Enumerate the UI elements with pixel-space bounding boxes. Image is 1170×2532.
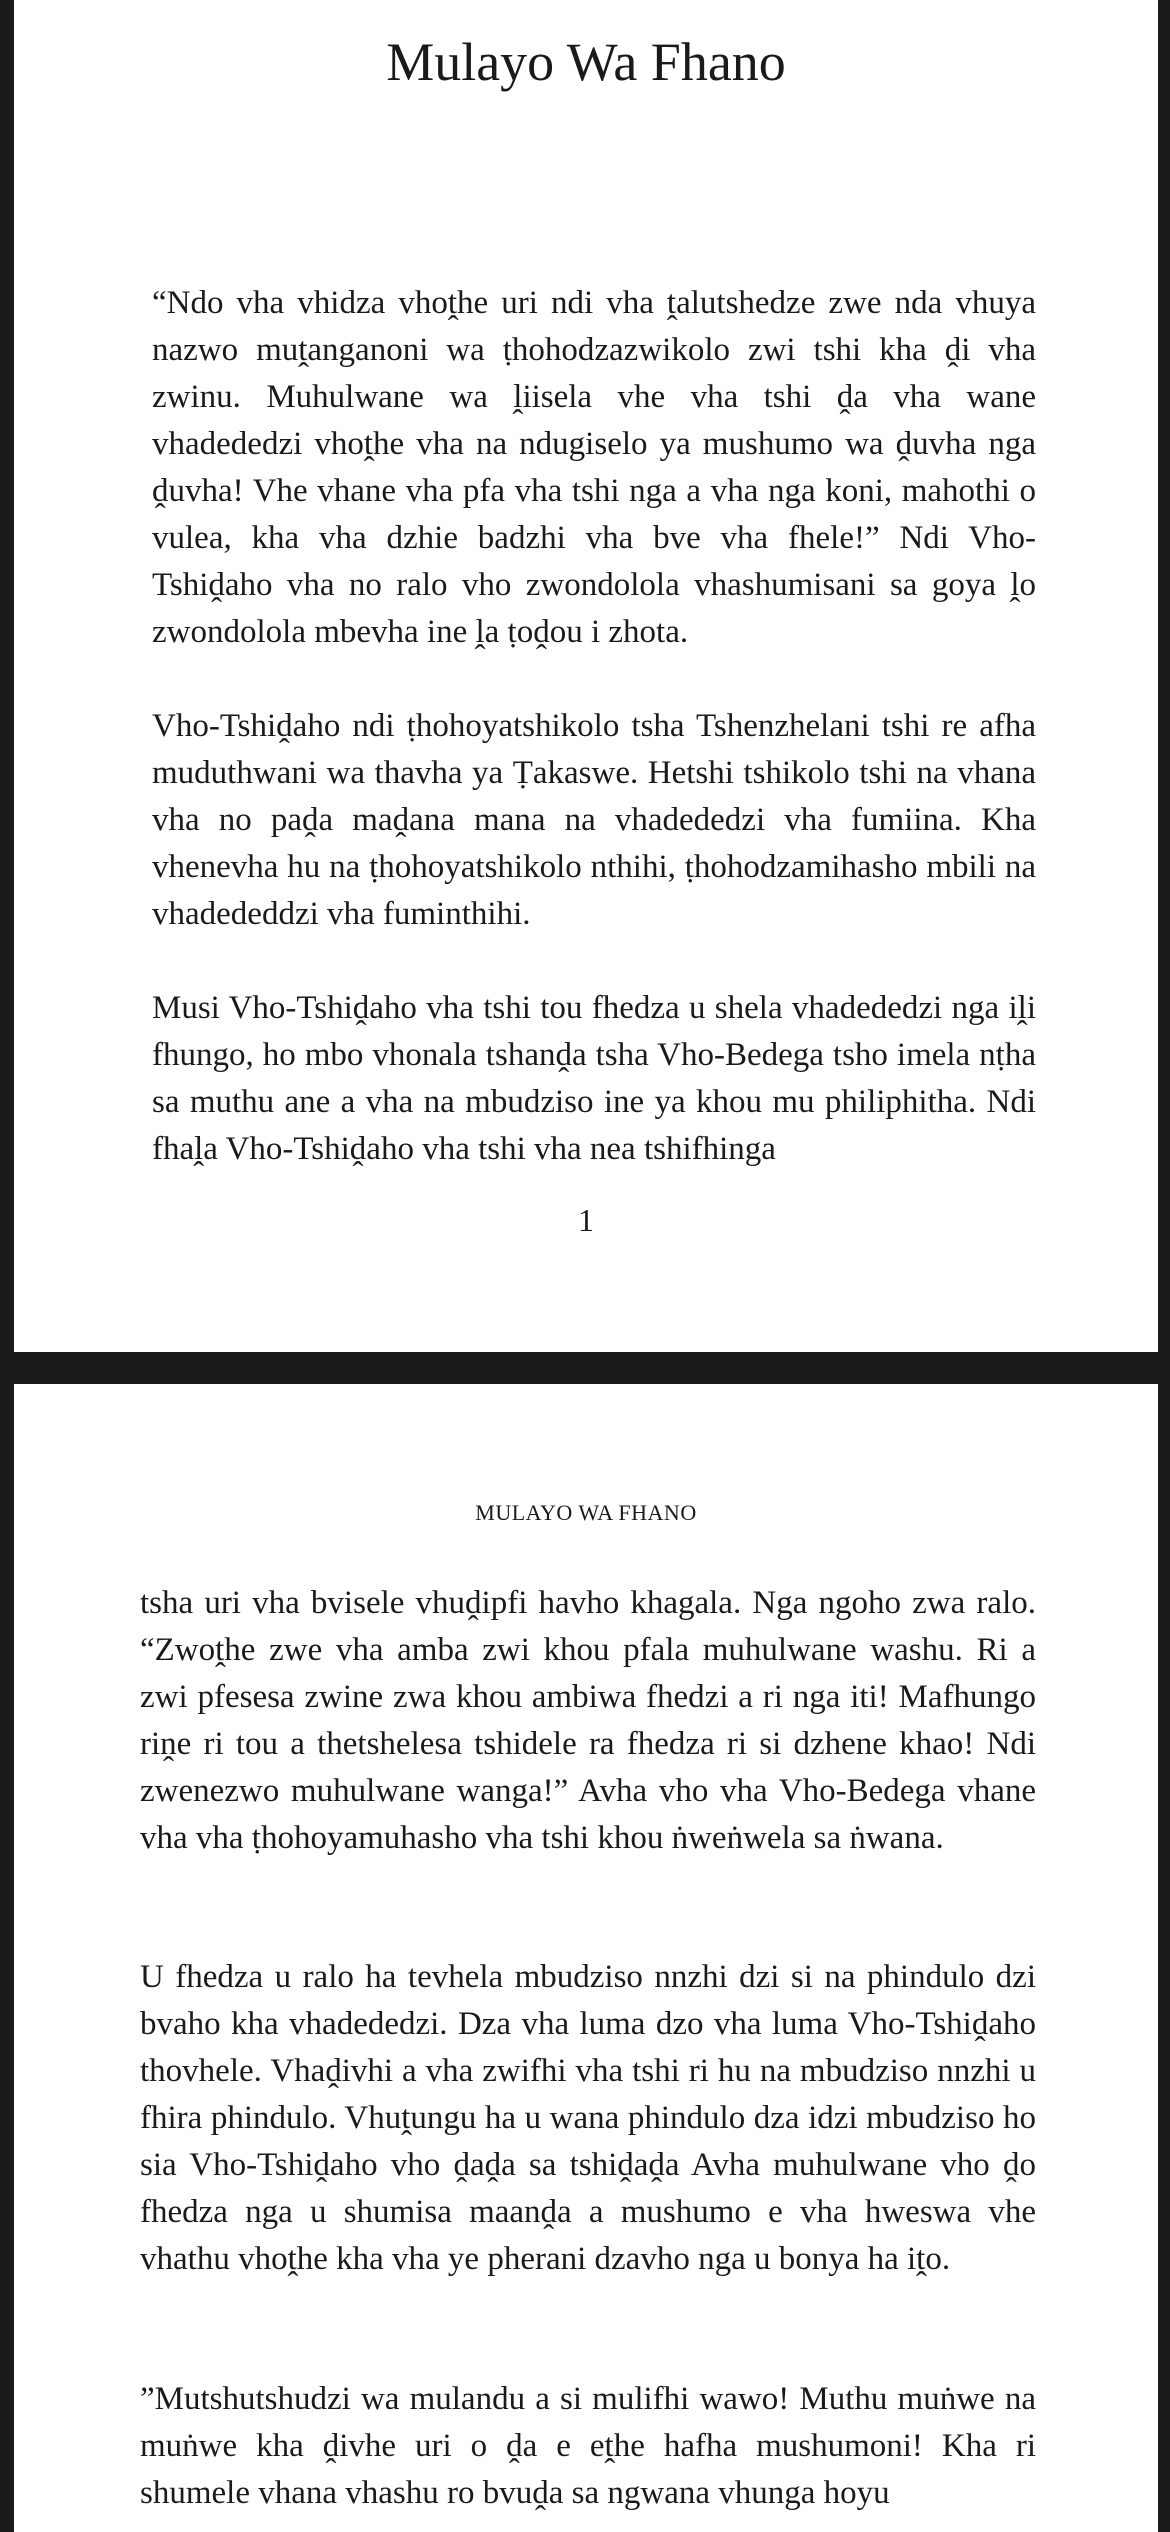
paragraph: tsha uri vha bvisele vhuḓipfi havho khagala. Nga ngoho zwa ralo. “Zwoṱhe zwe vha amba zwi khou pfala muhulwane washu. Ri a zwi pfesesa zwine zwa khou ambiwa fhedzi a ri nga iti! Mafhungo riṋe ri tou a thetshelesa tshidele ra fhedza ri si dzhene khao! Ndi zwenezwo muhulwane wanga!” Avha vho vha Vho-Bedega vhane vha vha ṭhohoyamuhasho vha tshi khou ṅweṅwela sa ṅwana.	[140, 1585, 1036, 1856]
book-page-1	[14, 0, 1158, 1352]
paragraph: Vho-Tshiḓaho ndi ṭhohoyatshikolo tsha Tshenzhelani tshi re afha muduthwani wa thavha ya Ṭakaswe. Hetshi tshikolo tshi na vhana vha no paḓa maḓana mana na vhadededzi vha fumiina. Kha vhenevha hu na ṭhohoyatshikolo nthihi, ṭhohodzamihasho mbili na vhadededdzi vha fuminthihi.	[152, 708, 1036, 932]
page-separator	[0, 1352, 1170, 1384]
page-number: 1	[578, 1202, 594, 1238]
book-title: Mulayo Wa Fhano	[386, 32, 786, 92]
running-head: MULAYO WA FHANO	[475, 1500, 697, 1525]
paragraph: “Ndo vha vhidza vhoṱhe uri ndi vha ṱalutshedze zwe nda vhuya nazwo muṱanganoni wa ṭhohodzazwikolo zwi tshi kha ḓi vha zwinu. Muhulwane wa ḽiisela vhe vha tshi ḓa vha wane vhadededzi vhoṱhe vha na ndugiselo ya mushumo wa ḓuvha nga ḓuvha! Vhe vhane vha pfa vha tshi nga a vha nga koni, mahothi o vulea, kha vha dzhie badzhi vha bve vha fhele!” Ndi Vho-Tshiḓaho vha no ralo vho zwondolola vhashumisani sa goya ḽo zwondolola mbevha ine ḽa ṭoḓou i zhota.	[152, 285, 1036, 650]
book-page-2	[14, 1384, 1158, 2532]
paragraph: ”Mutshutshudzi wa mulandu a si mulifhi wawo! Muthu muṅwe na muṅwe kha ḓivhe uri o ḓa e eṱhe hafha mushumoni! Kha ri shumele vhana vhashu ro bvuḓa sa ngwana vhunga hoyu	[140, 2381, 1036, 2511]
paragraph: Musi Vho-Tshiḓaho vha tshi tou fhedza u shela vhadededzi nga iḽi fhungo, ho mbo vhonala tshanḓa tsha Vho-Bedega tsho imela nṭha sa muthu ane a vha na mbudziso ine ya khou mu philiphitha. Ndi fhaḽa Vho-Tshiḓaho vha tshi vha nea tshifhinga	[152, 990, 1036, 1167]
paragraph: U fhedza u ralo ha tevhela mbudziso nnzhi dzi si na phindulo dzi bvaho kha vhadededzi. Dza vha luma dzo vha luma Vho-Tshiḓaho thovhele. Vhaḓivhi a vha zwifhi vha tshi ri hu na mbudziso nnzhi u fhira phindulo. Vhuṱungu ha u wana phindulo dza idzi mbudziso ho sia Vho-Tshiḓaho vho ḓaḓa sa tshiḓaḓa Avha muhulwane vho ḓo fhedza nga u shumisa maanḓa a mushumo e vha hweswa vhe vhathu vhoṱhe kha vha ye pherani dzavho nga u bonya ha iṱo.	[140, 1959, 1036, 2277]
